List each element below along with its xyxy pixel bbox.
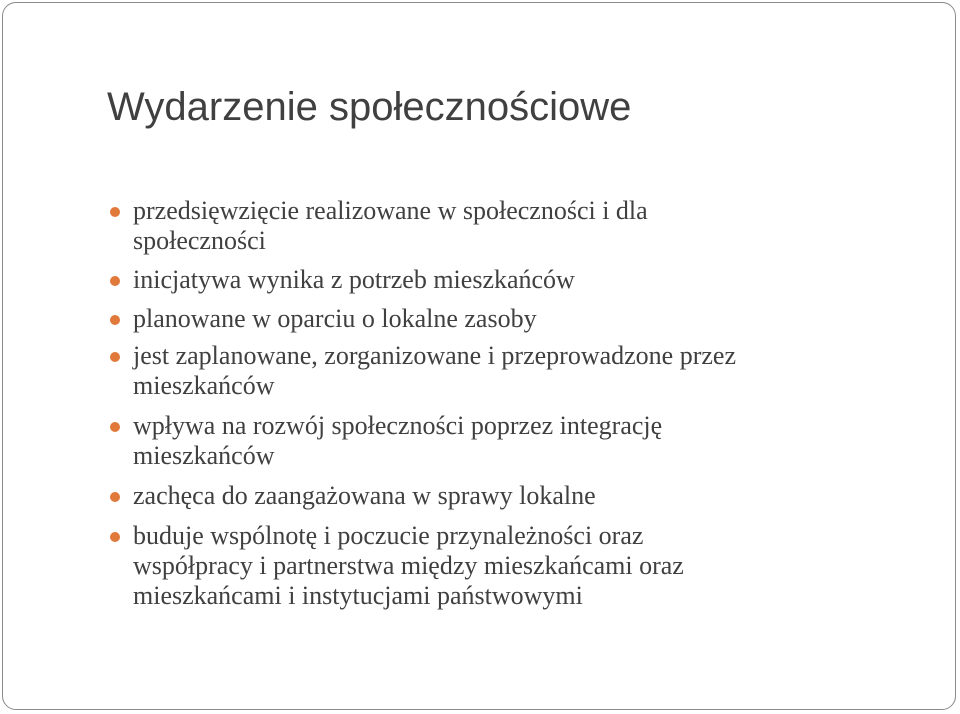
bullet-list [107, 196, 907, 611]
bullet-item [107, 196, 907, 256]
bullet-line: wpływa na rozwój społeczności poprzez integrację [133, 411, 663, 440]
bullet-item [107, 265, 907, 295]
bullet-icon [110, 422, 120, 432]
bullet-line: współpracy i partnerstwa między mieszkańcami oraz [133, 551, 684, 580]
bullet-item [107, 411, 907, 471]
bullet-item [107, 521, 907, 611]
bullet-item [107, 341, 907, 401]
bullet-icon [110, 276, 120, 286]
bullet-icon [110, 315, 120, 325]
bullet-line: jest zaplanowane, zorganizowane i przeprowadzone przez [133, 341, 736, 370]
slide [2, 2, 956, 710]
bullet-item [107, 481, 907, 511]
bullet-line: zachęca do zaangażowana w sprawy lokalne [133, 481, 596, 510]
bullet-item [107, 304, 907, 334]
bullet-line: mieszkańców [133, 441, 275, 470]
bullet-line: społeczności [133, 226, 266, 255]
slide-title: Wydarzenie społecznościowe [107, 85, 632, 129]
bullet-icon [110, 532, 120, 542]
bullet-line: mieszkańców [133, 371, 275, 400]
bullet-icon [110, 492, 120, 502]
bullet-line: inicjatywa wynika z potrzeb mieszkańców [133, 265, 575, 294]
bullet-icon [110, 352, 120, 362]
bullet-line: przedsięwzięcie realizowane w społeczności i dla [133, 196, 648, 225]
bullet-line: mieszkańcami i instytucjami państwowymi [133, 581, 583, 610]
bullet-icon [110, 207, 120, 217]
bullet-line: buduje wspólnotę i poczucie przynależności oraz [133, 521, 644, 550]
bullet-line: planowane w oparciu o lokalne zasoby [133, 304, 537, 333]
